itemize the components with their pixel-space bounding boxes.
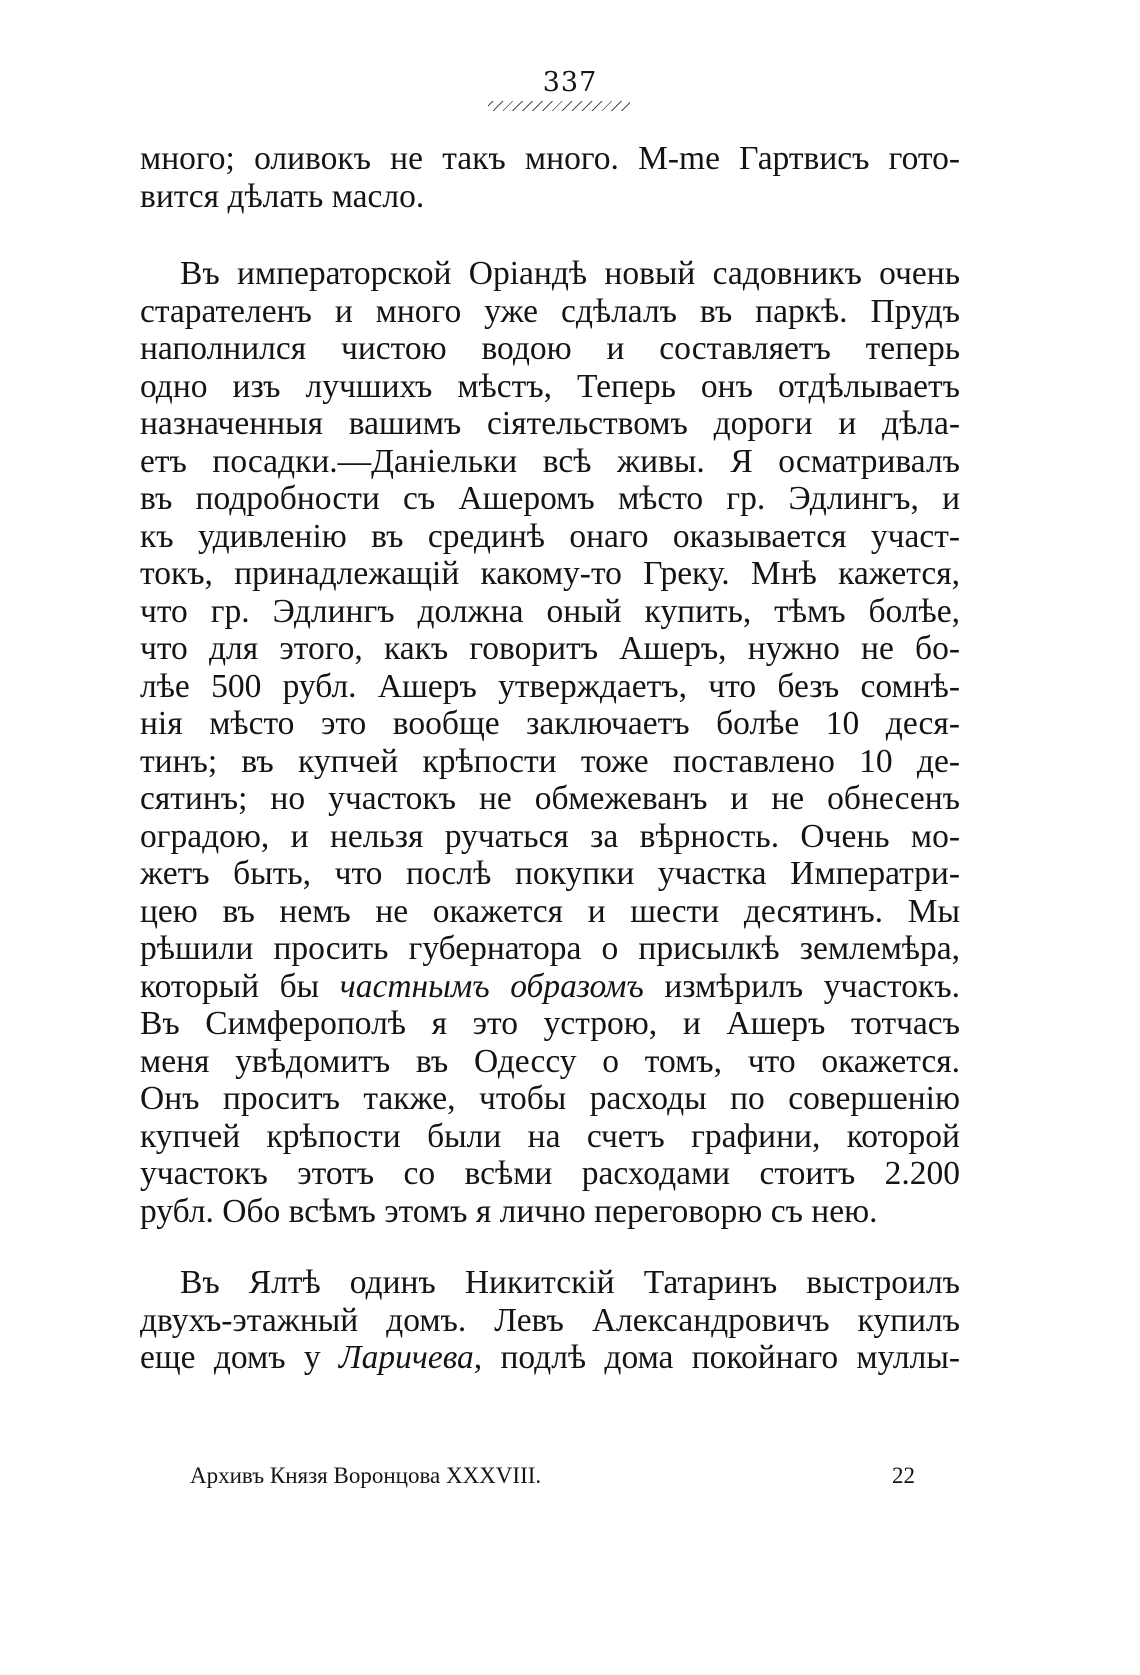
text-line: жетъ быть, что послѣ покупки участка Императри- xyxy=(140,855,960,892)
text-line: токъ, принадлежащій какому-то Греку. Мнѣ кажется, xyxy=(140,555,960,592)
text-run: еще домъ у xyxy=(140,1339,339,1376)
paragraph-gap xyxy=(140,1230,960,1264)
text-line: Въ Симферополѣ я это устрою, и Ашеръ тотчасъ xyxy=(140,1005,960,1042)
text-line: Въ Ялтѣ одинъ Никитскій Татаринъ выстроилъ xyxy=(180,1264,960,1301)
page-footer xyxy=(190,1462,915,1490)
paragraph-3 xyxy=(140,1264,960,1377)
text-line: рѣшили просить губернатора о присылкѣ землемѣра, xyxy=(140,930,960,967)
page-number: 337 xyxy=(542,67,598,98)
paragraph-gap xyxy=(140,215,960,255)
text-line: къ удивленію въ срединѣ онаго оказывается участ- xyxy=(140,517,960,555)
text-line: двухъ-этажный домъ. Левъ Александровичъ купилъ xyxy=(140,1301,960,1339)
text-line: что для этого, какъ говоритъ Ашеръ, нужно не бо- xyxy=(140,630,960,667)
paragraph-1 xyxy=(140,140,960,215)
text-line: Въ императорской Оріандѣ новый садовникъ очень xyxy=(180,255,960,292)
text-line: цею въ немъ не окажется и шести десятинъ. Мы xyxy=(140,892,960,930)
footer-sheet-number: 22 xyxy=(892,1463,915,1488)
text-run: который бы xyxy=(140,967,340,1005)
text-line: лѣе 500 рубл. Ашеръ утверждаетъ, что безъ сомнѣ- xyxy=(140,667,960,705)
text-line: Онъ проситъ также, чтобы расходы по совершенію xyxy=(140,1080,960,1117)
text-line: етъ посадки.—Даніельки всѣ живы. Я осматривалъ xyxy=(140,442,960,480)
body-text xyxy=(140,140,960,1377)
text-line: назначенныя вашимъ сіятельствомъ дороги и дѣла- xyxy=(140,405,960,442)
italic-phrase: частнымъ образомъ xyxy=(339,967,644,1005)
text-line: въ подробности съ Ашеромъ мѣсто гр. Эдлингъ, и xyxy=(140,480,960,517)
italic-phrase: Ларичева, xyxy=(338,1339,483,1376)
text-line: купчей крѣпости были на счетъ графини, которой xyxy=(140,1117,960,1155)
text-line: участокъ этотъ со всѣми расходами стоитъ 2.200 xyxy=(140,1155,960,1192)
page-number-ornament xyxy=(488,101,630,111)
text-line-with-italic xyxy=(140,1339,960,1377)
text-line: нія мѣсто это вообще заключаетъ болѣе 10 деся- xyxy=(140,705,960,742)
text-line: одно изъ лучшихъ мѣстъ, Теперь онъ отдѣлываетъ xyxy=(140,367,960,405)
text-line: наполнился чистою водою и составляетъ теперь xyxy=(140,330,960,367)
text-line-with-italic xyxy=(140,968,960,1006)
text-line: вится дѣлать масло. xyxy=(140,177,425,215)
text-line: рубл. Обо всѣмъ этомъ я лично переговорю съ нею. xyxy=(140,1192,878,1230)
paragraph-2 xyxy=(140,255,960,1230)
text-line: много; оливокъ не такъ много. M-me Гартвисъ гото- xyxy=(140,140,960,177)
text-run: измѣрилъ участокъ. xyxy=(643,967,960,1005)
text-run: подлѣ дома покойнаго муллы- xyxy=(482,1339,960,1376)
text-line: тинъ; въ купчей крѣпости тоже поставлено 10 де- xyxy=(140,742,960,780)
footer-signature: Архивъ Князя Воронцова XXXVIII. xyxy=(190,1463,542,1488)
text-line: что гр. Эдлингъ должна оный купить, тѣмъ болѣе, xyxy=(140,592,960,630)
text-line: сятинъ; но участокъ не обмежеванъ и не обнесенъ xyxy=(140,780,960,817)
text-line: меня увѣдомитъ въ Одессу о томъ, что окажется. xyxy=(140,1042,960,1080)
text-line: оградою, и нельзя ручаться за вѣрность. Очень мо- xyxy=(140,817,960,855)
text-line: старателенъ и много уже сдѣлалъ въ паркѣ. Прудъ xyxy=(140,292,960,330)
